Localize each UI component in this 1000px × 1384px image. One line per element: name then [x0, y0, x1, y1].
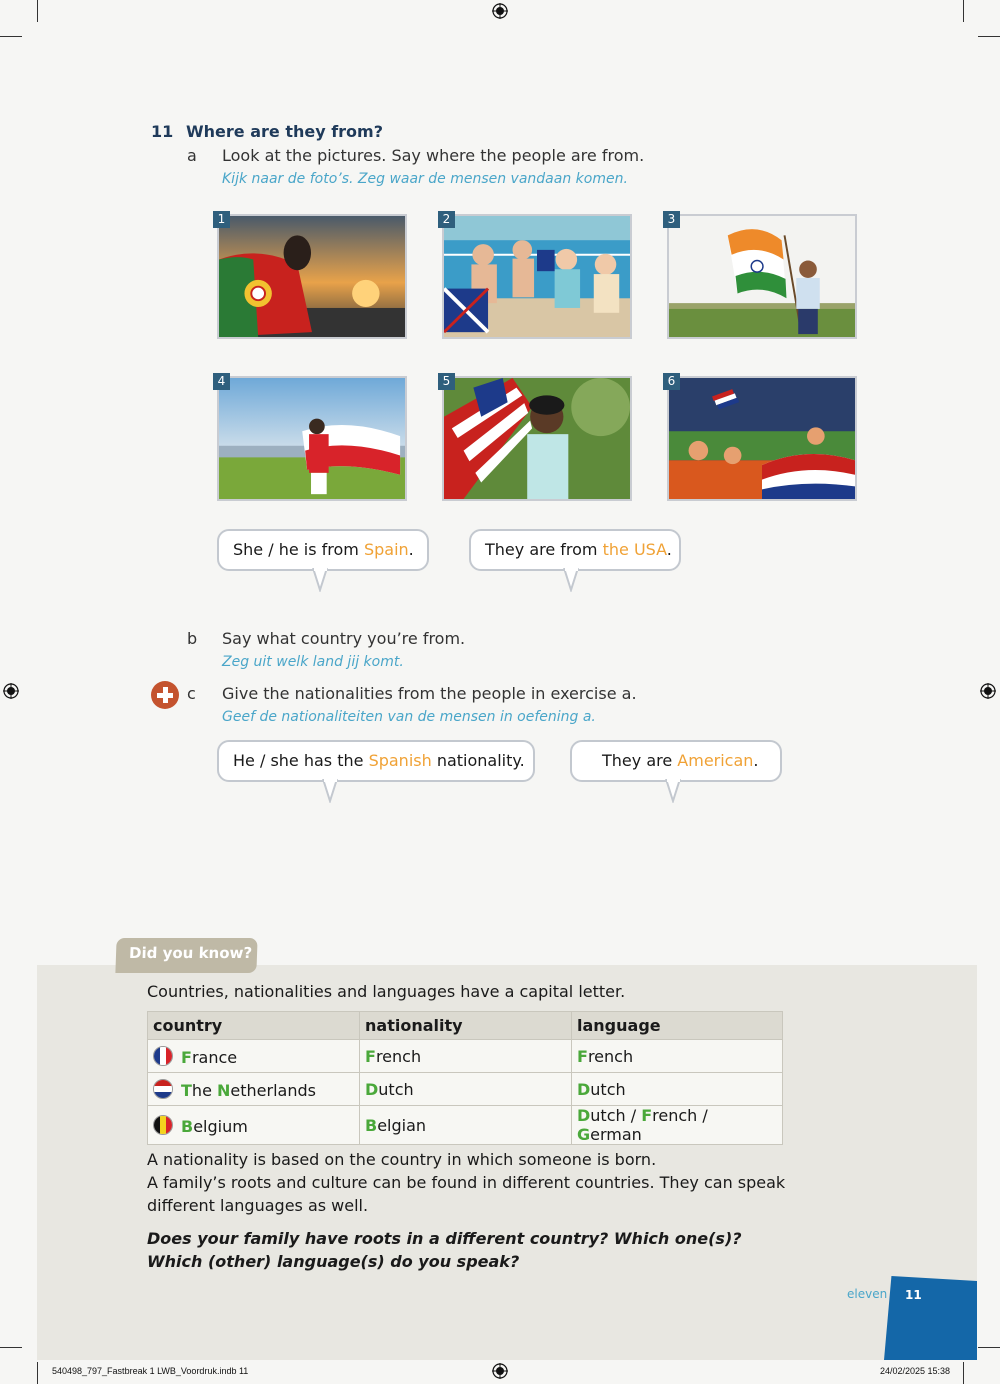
country-cell: France	[148, 1040, 360, 1073]
photo-number-5: 5	[438, 373, 455, 390]
nationality-table	[147, 1011, 783, 1145]
instruction-b: Say what country you’re from.	[222, 629, 466, 648]
did-you-know-tab: Did you know?	[115, 938, 257, 973]
belgium-flag-icon	[153, 1115, 173, 1135]
table-row	[148, 1040, 783, 1073]
dyk-intro: Countries, nationalities and languages have a capital letter.	[147, 982, 626, 1001]
translation-b: Zeg uit welk land jij komt.	[222, 654, 404, 670]
speech-bubble-tail	[322, 779, 342, 803]
crop-mark	[37, 0, 38, 22]
bubble-text: She / he is from	[233, 540, 364, 559]
language-cell: French	[572, 1040, 783, 1073]
crop-mark	[963, 1362, 964, 1384]
table-row	[148, 1073, 783, 1106]
footer-file-info: 540498_797_Fastbreak 1 LWB_Voordruk.indb 11	[52, 1366, 249, 1376]
instruction-c: Give the nationalities from the people in exercise a.	[222, 684, 637, 703]
exercise-title: Where are they from?	[186, 122, 383, 141]
bubble-text: .	[666, 540, 672, 559]
table-row	[148, 1106, 783, 1145]
speech-bubble-tail	[665, 779, 685, 803]
page-number: 11	[905, 1288, 922, 1302]
photo-number-4: 4	[213, 373, 230, 390]
bubble-text: .	[408, 540, 414, 559]
crop-mark	[978, 36, 1000, 37]
france-flag-icon	[153, 1046, 173, 1066]
sub-letter-c: c	[187, 684, 196, 703]
dyk-body-2: A family’s roots and culture can be found in different countries. They can speak different languages as well.	[147, 1173, 786, 1215]
bubble-highlight: Spanish	[368, 751, 432, 770]
crop-mark	[0, 1347, 22, 1348]
bubble-text: nationality.	[431, 751, 525, 770]
country-cell: The Netherlands	[148, 1073, 360, 1106]
photo-number-2: 2	[438, 211, 455, 228]
extra-plus-icon	[151, 681, 179, 709]
column-header-country: country	[148, 1012, 360, 1040]
netherlands-flag-icon	[153, 1079, 173, 1099]
registration-mark-icon	[3, 683, 19, 699]
page-number-word: eleven	[847, 1287, 888, 1301]
speech-bubble-american	[570, 740, 782, 782]
registration-mark-icon	[980, 683, 996, 699]
table-header-row	[148, 1012, 783, 1040]
crop-mark	[963, 0, 964, 22]
bubble-highlight: the USA	[602, 540, 667, 559]
speech-bubble-tail	[563, 568, 583, 592]
sub-letter-b: b	[187, 629, 198, 648]
dyk-question-2: Which (other) language(s) do you speak?	[147, 1252, 520, 1271]
photo-poland	[217, 376, 407, 501]
photo-netherlands	[667, 376, 857, 501]
bubble-highlight: American	[677, 751, 754, 770]
exercise-number: 11	[151, 122, 174, 141]
language-cell: Dutch	[572, 1073, 783, 1106]
column-header-language: language	[572, 1012, 783, 1040]
crop-mark	[978, 1347, 1000, 1348]
dyk-question-1: Does your family have roots in a different country? Which one(s)?	[147, 1229, 742, 1248]
photo-number-6: 6	[663, 373, 680, 390]
language-cell: Dutch / French / German	[572, 1106, 783, 1145]
dyk-body-1: A nationality is based on the country in which someone is born.	[147, 1150, 657, 1169]
bubble-highlight: Spain	[363, 540, 409, 559]
bubble-text: He / she has the	[233, 751, 369, 770]
bubble-text: They are	[602, 751, 678, 770]
translation-c: Geef de nationaliteiten van de mensen in oefening a.	[222, 709, 596, 725]
photo-usa	[442, 376, 632, 501]
crop-mark	[37, 1362, 38, 1384]
translation-a: Kijk naar de foto’s. Zeg waar de mensen vandaan komen.	[222, 171, 628, 187]
bubble-text: .	[753, 751, 759, 770]
speech-bubble-usa	[469, 529, 681, 571]
photo-number-1: 1	[213, 211, 230, 228]
footer-timestamp: 24/02/2025 15:38	[880, 1366, 951, 1376]
sub-letter-a: a	[187, 146, 197, 165]
photo-india	[667, 214, 857, 339]
bubble-text: They are from	[485, 540, 603, 559]
column-header-nationality: nationality	[360, 1012, 572, 1040]
photo-portugal	[217, 214, 407, 339]
nationality-cell: Dutch	[360, 1073, 572, 1106]
speech-bubble-spain	[217, 529, 429, 571]
registration-mark-icon	[492, 3, 508, 19]
nationality-cell: Belgian	[360, 1106, 572, 1145]
speech-bubble-spanish	[217, 740, 535, 782]
photo-australia	[442, 214, 632, 339]
crop-mark	[0, 36, 22, 37]
photo-number-3: 3	[663, 211, 680, 228]
nationality-cell: French	[360, 1040, 572, 1073]
instruction-a: Look at the pictures. Say where the people are from.	[222, 146, 645, 165]
speech-bubble-tail	[312, 568, 332, 592]
page-number-tab	[884, 1276, 977, 1360]
country-cell: Belgium	[148, 1106, 360, 1145]
registration-mark-icon	[492, 1363, 508, 1379]
